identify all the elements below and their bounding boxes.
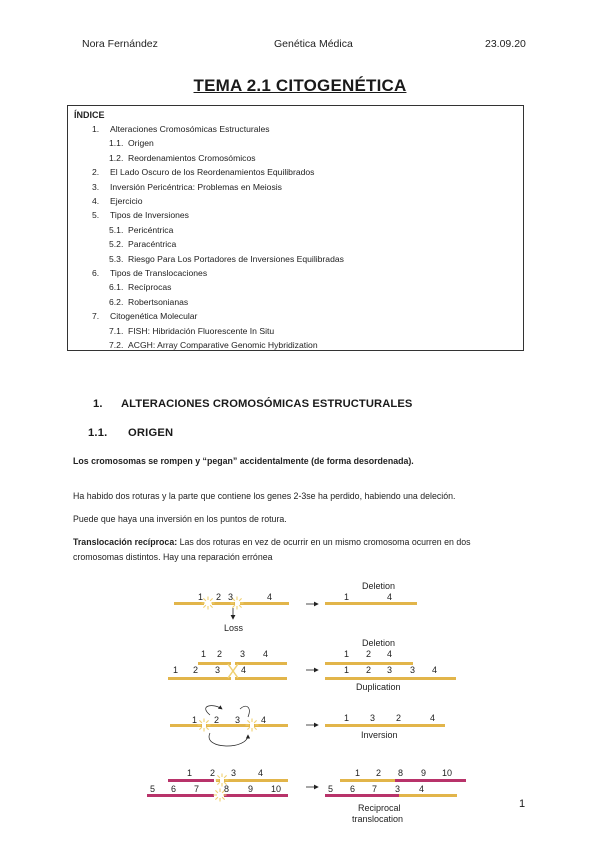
- toc-item-number: 1.1.: [109, 138, 124, 149]
- burst-ray: [247, 727, 249, 729]
- gene-label: 4: [267, 592, 273, 602]
- toc-item: [92, 210, 189, 220]
- toc-item-text: Ejercicio: [110, 196, 143, 206]
- toc-item-number: 5.3.: [109, 253, 124, 264]
- gene-label: 9: [421, 768, 427, 778]
- toc-item-number: 1.: [92, 124, 100, 134]
- gene-label: 4: [432, 665, 438, 675]
- gene-label: 4: [387, 592, 393, 602]
- toc-item-text: Reordenamientos Cromosómicos: [128, 152, 256, 163]
- chromosome-segment: [174, 602, 204, 605]
- chromosome-segment: [325, 724, 445, 727]
- reciprocal-label: Reciprocal: [358, 803, 401, 813]
- toc-item-text: Tipos de Translocaciones: [110, 268, 208, 278]
- toc-item-number: 5.2.: [109, 239, 124, 250]
- toc-item: [92, 182, 282, 192]
- toc-item: [109, 297, 188, 307]
- toc-item-number: 7.2.: [109, 340, 124, 350]
- toc-item: [92, 268, 207, 278]
- chromosome-segment: [254, 724, 288, 727]
- gene-label: 3: [235, 715, 241, 725]
- inversion-arrow: [209, 733, 248, 746]
- chromosome-segment: [147, 794, 214, 797]
- duplication-row: [168, 638, 456, 692]
- gene-label: 1: [173, 665, 179, 675]
- burst-ray: [210, 605, 212, 607]
- gene-label: 6: [350, 784, 356, 794]
- section-title: ALTERACIONES CROMOSÓMICAS ESTRUCTURALES: [121, 398, 413, 410]
- toc-item: [109, 153, 256, 163]
- gene-label: 3: [231, 768, 237, 778]
- burst-ray: [206, 727, 208, 729]
- toc-item: [92, 124, 270, 134]
- gene-label: 10: [442, 768, 453, 778]
- loss-label: Loss: [224, 623, 244, 633]
- gene-label: 4: [387, 649, 393, 659]
- table-of-contents: [67, 105, 524, 351]
- burst-ray: [254, 727, 256, 729]
- translocation-label: translocation: [352, 814, 404, 824]
- burst-ray: [210, 598, 212, 600]
- gene-label: 6: [171, 784, 177, 794]
- gene-label: 1: [344, 592, 350, 602]
- gene-label: 1: [187, 768, 193, 778]
- gene-label: 1: [192, 715, 198, 725]
- chromosome-segment: [235, 677, 287, 680]
- toc-item: [92, 196, 142, 206]
- toc-item: [109, 239, 176, 249]
- chromosome-rearrangements-figure: [140, 575, 470, 825]
- toc-item: [109, 326, 274, 336]
- toc-item-number: 6.1.: [109, 282, 124, 293]
- toc-item: [92, 311, 197, 321]
- paragraph-2: Ha habido dos roturas y la parte que contiene los genes 2-3se ha perdido, habiendo una deleción.: [73, 491, 456, 501]
- toc-item-text: El Lado Oscuro de los Reordenamientos Equilibrados: [110, 167, 315, 178]
- duplication-label: Duplication: [356, 682, 401, 692]
- chromosome-segment: [325, 602, 417, 605]
- gene-label: 1: [355, 768, 361, 778]
- section-number: 1.: [93, 398, 103, 410]
- toc-item: [109, 225, 173, 235]
- break-point-icon: [246, 719, 259, 732]
- gene-label: 3: [387, 665, 393, 675]
- paragraph-1: Los cromosomas se rompen y “pegan” accidentalmente (de forma desordenada).: [73, 456, 414, 466]
- toc-item-number: 3.: [92, 181, 100, 192]
- gene-label: 7: [194, 784, 200, 794]
- gene-label: 2: [396, 713, 402, 723]
- deletion-row: [174, 581, 417, 633]
- toc-item: [109, 254, 344, 264]
- toc-item-number: 2.: [92, 167, 100, 178]
- header-date: 23.09.20: [485, 38, 526, 50]
- burst-ray: [239, 605, 241, 607]
- toc-item-text: ACGH: Array Comparative Genomic Hybridization: [128, 340, 318, 350]
- paragraph-3: Puede que haya una inversión en los puntos de rotura.: [73, 514, 287, 524]
- toc-item-number: 5.1.: [109, 224, 124, 235]
- break-point-icon: [198, 719, 211, 732]
- gene-label: 2: [216, 592, 222, 602]
- toc-item-text: Riesgo Para Los Portadores de Inversiones Equilibradas: [128, 253, 344, 264]
- toc-item-number: 6.: [92, 268, 100, 278]
- burst-ray: [232, 605, 234, 607]
- toc-item: [92, 167, 314, 177]
- gene-label: 2: [217, 649, 223, 659]
- chromosome-segment: [399, 794, 457, 797]
- burst-ray: [203, 605, 205, 607]
- burst-ray: [247, 720, 249, 722]
- reciprocal-row: [147, 768, 466, 824]
- chromosome-segment: [325, 794, 399, 797]
- toc-item-text: Tipos de Inversiones: [110, 210, 189, 221]
- toc-heading: ÍNDICE: [74, 110, 105, 120]
- gene-label: 4: [430, 713, 436, 723]
- burst-ray: [206, 720, 208, 722]
- chromosome-segment: [170, 724, 202, 727]
- page-title: TEMA 2.1 CITOGENÉTICA: [193, 76, 407, 95]
- inversion-label: Inversion: [361, 730, 398, 740]
- toc-item-number: 6.2.: [109, 296, 124, 307]
- burst-ray: [215, 797, 217, 799]
- gene-label: 3: [240, 649, 246, 659]
- toc-item: [109, 138, 154, 148]
- burst-ray: [254, 720, 256, 722]
- gene-label: 2: [366, 649, 372, 659]
- toc-item-number: 4.: [92, 196, 100, 206]
- inversion-arrow: [206, 706, 222, 715]
- gene-label: 4: [241, 665, 247, 675]
- gene-label: 1: [344, 665, 350, 675]
- header-subject: Genética Médica: [274, 38, 353, 50]
- toc-item-text: Paracéntrica: [128, 239, 177, 250]
- toc-item-text: Origen: [128, 138, 154, 149]
- burst-ray: [222, 797, 224, 799]
- gene-label: 1: [198, 592, 204, 602]
- burst-ray: [199, 720, 201, 722]
- toc-item-text: Alteraciones Cromosómicas Estructurales: [110, 124, 270, 134]
- gene-label: 1: [344, 649, 350, 659]
- gene-label: 1: [201, 649, 207, 659]
- header-author: Nora Fernández: [82, 38, 158, 50]
- chromosome-segment: [168, 779, 214, 782]
- toc-item-text: Recíprocas: [128, 282, 172, 293]
- toc-item: [109, 282, 171, 292]
- toc-item-number: 5.: [92, 210, 100, 221]
- paragraph-4: [73, 537, 471, 547]
- chromosome-segment: [395, 779, 466, 782]
- gene-label: 5: [328, 784, 334, 794]
- paragraph-4-line2: cromosomas distintos. Hay una reparación errónea: [73, 552, 273, 562]
- burst-ray: [199, 727, 201, 729]
- gene-label: 2: [366, 665, 372, 675]
- burst-ray: [217, 775, 219, 777]
- toc-item: [109, 340, 318, 350]
- gene-label: 2: [376, 768, 382, 778]
- chromosome-segment: [325, 677, 456, 680]
- gene-label: 4: [263, 649, 269, 659]
- chromosome-segment: [206, 724, 250, 727]
- break-point-icon: [202, 597, 215, 610]
- deletion-label: Deletion: [362, 581, 396, 591]
- gene-label: 4: [261, 715, 267, 725]
- gene-label: 3: [395, 784, 401, 794]
- burst-ray: [217, 782, 219, 784]
- burst-ray: [224, 775, 226, 777]
- gene-label: 4: [258, 768, 264, 778]
- gene-label: 2: [210, 768, 216, 778]
- deletion-label: Deletion: [362, 638, 396, 648]
- toc-item-text: Inversión Pericéntrica: Problemas en Meiosis: [110, 181, 282, 192]
- gene-label: 4: [419, 784, 425, 794]
- gene-label: 8: [224, 784, 230, 794]
- subsection-title: ORIGEN: [128, 427, 174, 439]
- burst-ray: [239, 598, 241, 600]
- chromosome-segment: [240, 602, 289, 605]
- chromosome-segment: [168, 677, 231, 680]
- gene-label: 9: [248, 784, 254, 794]
- gene-label: 8: [398, 768, 404, 778]
- gene-label: 7: [372, 784, 378, 794]
- toc-item-number: 1.2.: [109, 152, 124, 163]
- toc-item-text: Robertsonianas: [128, 296, 189, 307]
- paragraph-4-rest: Las dos roturas en vez de ocurrir en un mismo cromosoma ocurren en dos: [177, 537, 471, 547]
- gene-label: 5: [150, 784, 156, 794]
- subsection-number: 1.1.: [88, 427, 108, 439]
- toc-item-text: FISH: Hibridación Fluorescente In Situ: [128, 325, 275, 336]
- gene-label: 3: [410, 665, 416, 675]
- gene-label: 10: [271, 784, 282, 794]
- gene-label: 2: [193, 665, 199, 675]
- gene-label: 3: [370, 713, 376, 723]
- gene-label: 2: [214, 715, 220, 725]
- inversion-row: [170, 706, 445, 746]
- page-number: 1: [519, 798, 526, 810]
- toc-item-text: Citogenética Molecular: [110, 311, 198, 322]
- chromosome-segment: [224, 794, 288, 797]
- gene-label: 1: [344, 713, 350, 723]
- toc-item-text: Pericéntrica: [128, 224, 174, 235]
- burst-ray: [203, 598, 205, 600]
- toc-item-number: 7.1.: [109, 325, 124, 336]
- paragraph-4-bold: Translocación recíproca:: [73, 537, 178, 547]
- toc-item-number: 7.: [92, 311, 100, 322]
- gene-label: 3: [215, 665, 221, 675]
- chromosome-segment: [340, 779, 395, 782]
- inversion-arrow: [240, 706, 249, 717]
- burst-ray: [215, 790, 217, 792]
- gene-label: 3: [228, 592, 234, 602]
- chromosome-segment: [224, 779, 288, 782]
